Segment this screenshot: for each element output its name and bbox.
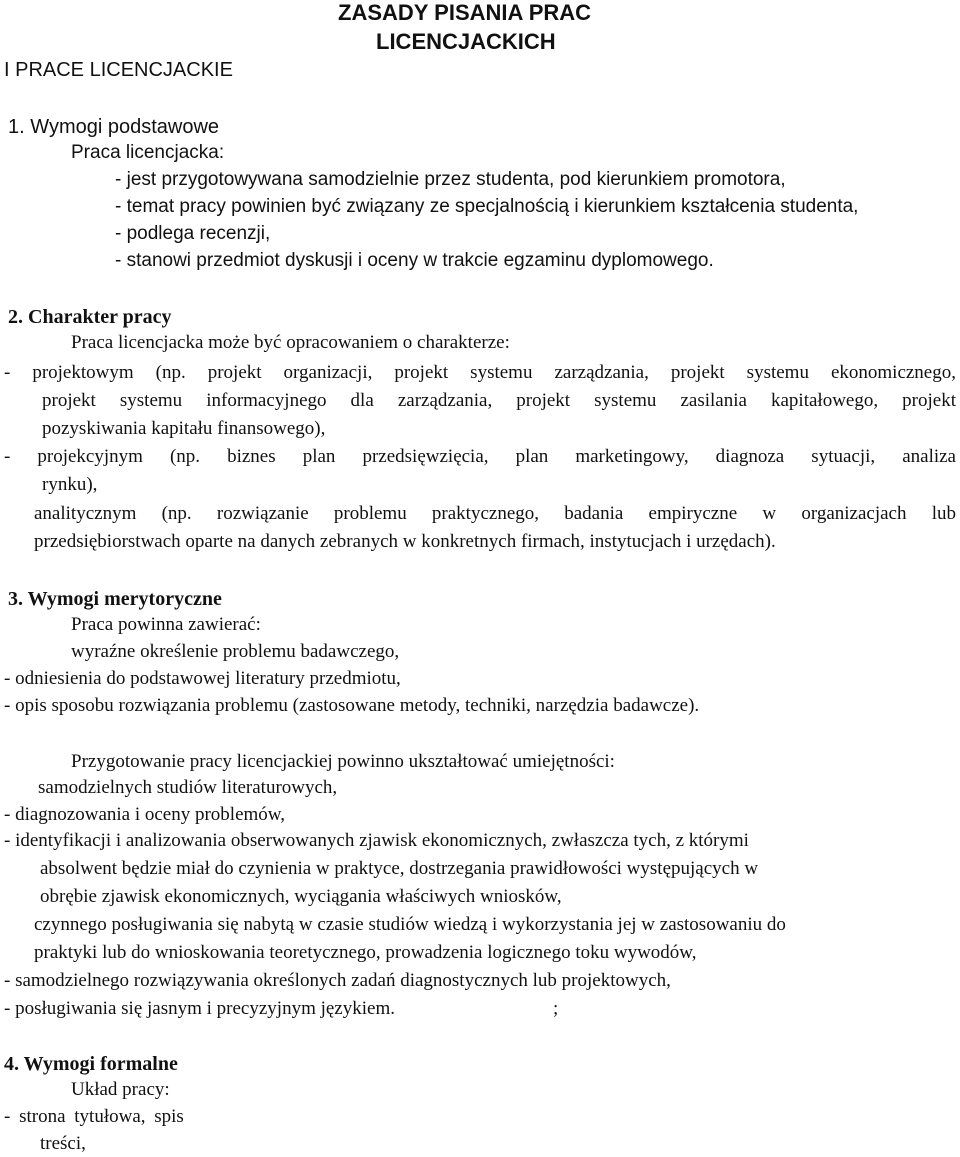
- skills-item: - posługiwania się jasnym i precyzyjnym językiem.: [4, 998, 395, 1019]
- section-2-line: przedsiębiorstwach oparte na danych zebranych w konkretnych firmach, instytucjach i urzędach).: [34, 531, 776, 552]
- skills-item: absolwent będzie miał do czynienia w praktyce, dostrzegania prawidłowości występujących w: [40, 858, 759, 879]
- section-1-item: - stanowi przedmiot dyskusji i oceny w trakcie egzaminu dyplomowego.: [115, 250, 714, 271]
- section-1-heading: 1. Wymogi podstawowe: [8, 116, 220, 138]
- section-2-intro: Praca licencjacka może być opracowaniem o charakterze:: [71, 332, 510, 353]
- section-4-item: - strona tytułowa, spis: [4, 1106, 184, 1127]
- section-1-intro: Praca licencjacka:: [71, 142, 225, 163]
- section-2-line: - projektowym (np. projekt organizacji, projekt systemu zarządzania, projekt systemu ekonomicznego,: [4, 362, 956, 383]
- section-label: I PRACE LICENCJACKIE: [4, 59, 233, 81]
- section-4-intro: Układ pracy:: [71, 1079, 170, 1100]
- document-title-line2: LICENCJACKICH: [376, 29, 556, 54]
- stray-semicolon: ;: [553, 998, 559, 1019]
- section-3-item: wyraźne określenie problemu badawczego,: [71, 641, 400, 662]
- section-1-item: - temat pracy powinien być związany ze specjalnością i kierunkiem kształcenia studenta,: [115, 196, 859, 217]
- skills-item: samodzielnych studiów literaturowych,: [38, 777, 338, 798]
- skills-item: praktyki lub do wnioskowania teoretycznego, prowadzenia logicznego toku wywodów,: [34, 942, 697, 963]
- skills-item: obrębie zjawisk ekonomicznych, wyciągania właściwych wniosków,: [40, 886, 562, 907]
- section-4-item: treści,: [40, 1133, 86, 1154]
- section-2-line: analitycznym (np. rozwiązanie problemu praktycznego, badania empiryczne w organizacjach lub: [34, 503, 956, 524]
- section-2-line: - projekcyjnym (np. biznes plan przedsięwzięcia, plan marketingowy, diagnoza sytuacji, analiza: [4, 446, 956, 467]
- section-3-heading: 3. Wymogi merytoryczne: [8, 588, 222, 610]
- section-4-heading: 4. Wymogi formalne: [4, 1053, 178, 1075]
- section-1-item: - jest przygotowywana samodzielnie przez studenta, pod kierunkiem promotora,: [115, 169, 786, 190]
- section-3-intro: Praca powinna zawierać:: [71, 614, 261, 635]
- skills-item: - diagnozowania i oceny problemów,: [4, 804, 286, 825]
- section-2-line: rynku),: [42, 474, 98, 495]
- skills-intro: Przygotowanie pracy licencjackiej powinno ukształtować umiejętności:: [71, 751, 615, 772]
- skills-item: - identyfikacji i analizowania obserwowanych zjawisk ekonomicznych, zwłaszcza tych, z którymi: [4, 830, 749, 851]
- section-3-item: - opis sposobu rozwiązania problemu (zastosowane metody, techniki, narzędzia badawcze).: [4, 695, 700, 716]
- document-title-line1: ZASADY PISANIA PRAC: [338, 0, 592, 25]
- section-2-heading: 2. Charakter pracy: [8, 306, 172, 328]
- section-1-item: - podlega recenzji,: [115, 223, 271, 244]
- skills-item: - samodzielnego rozwiązywania określonych zadań diagnostycznych lub projektowych,: [4, 970, 671, 991]
- section-2-line: projekt systemu informacyjnego dla zarządzania, projekt systemu zasilania kapitałowego, projekt: [42, 390, 956, 411]
- skills-item: czynnego posługiwania się nabytą w czasie studiów wiedzą i wykorzystania jej w zastosowaniu do: [34, 914, 786, 935]
- section-3-item: - odniesienia do podstawowej literatury przedmiotu,: [4, 668, 401, 689]
- section-2-line: pozyskiwania kapitału finansowego),: [42, 418, 326, 439]
